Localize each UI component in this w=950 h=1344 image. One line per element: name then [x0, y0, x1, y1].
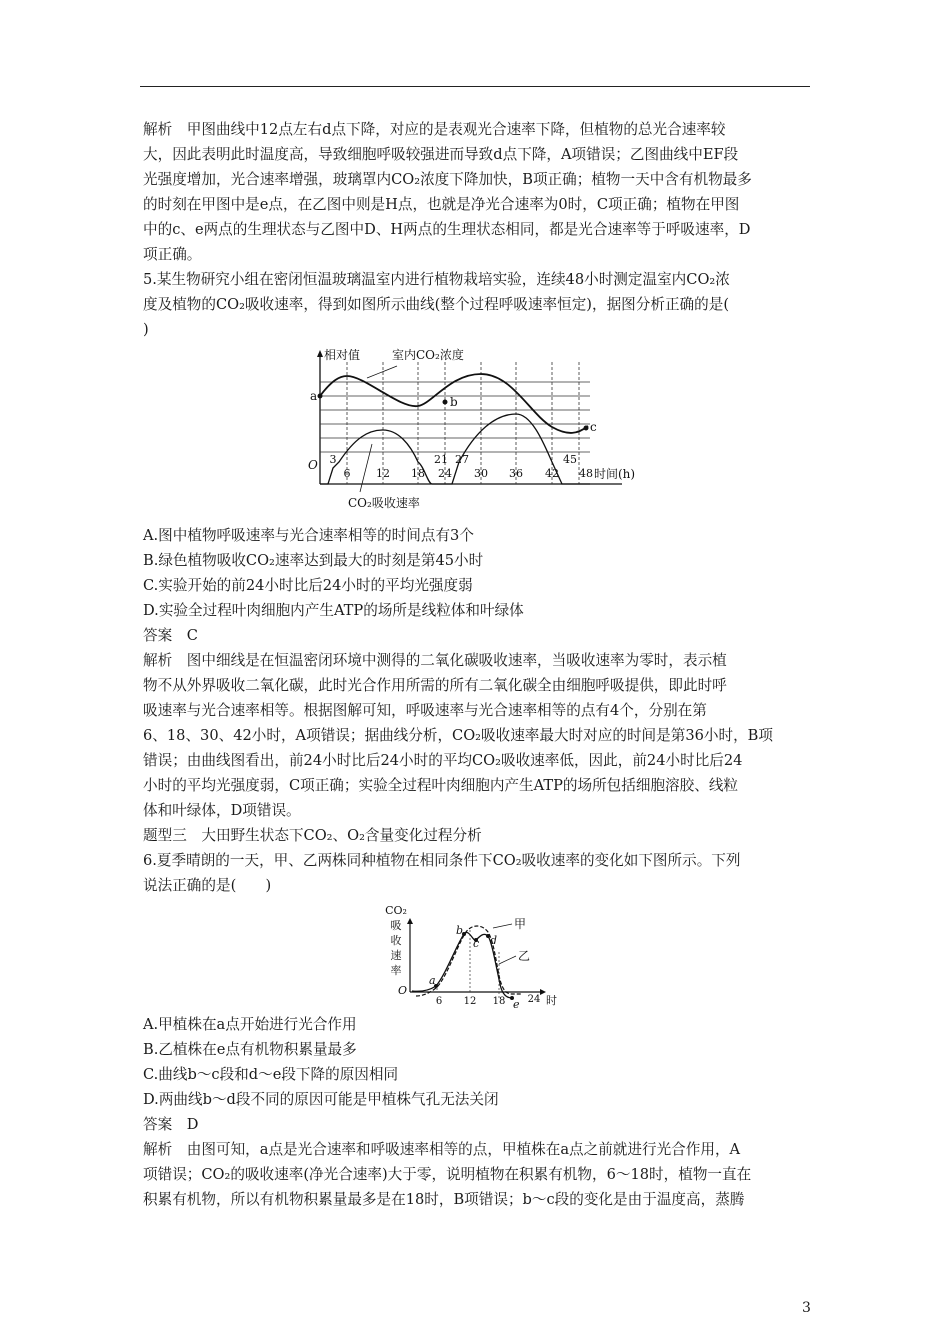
- point-b-marker: [443, 400, 448, 405]
- text-line: 大，因此表明此时温度高，导致细胞呼吸较强进而导致d点下降，A项错误；乙图曲线中EF段: [143, 146, 739, 163]
- answer: 答案 D: [143, 1116, 199, 1133]
- tick-label: 12: [376, 467, 390, 480]
- tick-label: 24: [527, 994, 541, 1005]
- option-d: D.两曲线b～d段不同的原因可能是甲植株气孔无法关闭: [143, 1091, 499, 1108]
- text-line: 6、18、30、42小时，A项错误；据曲线分析，CO₂吸收速率最大时对应的时间是第36小时，B项: [143, 727, 773, 744]
- y-label-line: 吸: [390, 919, 402, 932]
- label-jia: 甲: [514, 917, 527, 931]
- point-b-label: b: [456, 924, 464, 937]
- text-line: 的时刻在甲图中是e点，在乙图中则是H点，也就是净光合速率为0时，C项正确；植物在甲图: [143, 196, 740, 213]
- option-a: A.甲植株在a点开始进行光合作用: [143, 1016, 357, 1033]
- y-axis-label: 相对值: [324, 348, 361, 362]
- point-a-label: a: [310, 389, 318, 403]
- tick-label: 12: [463, 996, 477, 1007]
- text-line: 项正确。: [143, 246, 202, 263]
- answer: 答案 C: [143, 627, 198, 644]
- text-line: 项错误；CO₂的吸收速率(净光合速率)大于零，说明植物在积累有机物，6～18时，植物一直在: [143, 1166, 752, 1183]
- tick-label: 48: [579, 467, 593, 480]
- yi-leader: [499, 956, 516, 964]
- option-b: B.绿色植物吸收CO₂速率达到最大的时刻是第45小时: [143, 552, 484, 569]
- header-rule: [140, 86, 810, 87]
- option-c: C.曲线b～c段和d～e段下降的原因相同: [143, 1066, 399, 1083]
- tick-label: 18: [492, 996, 506, 1007]
- text-line: 解析 图中细线是在恒温密闭环境中测得的二氧化碳吸收速率，当吸收速率为零时，表示植: [143, 652, 727, 669]
- y-label-line: 速: [390, 949, 402, 962]
- y-axis-arrow: [317, 350, 323, 357]
- option-a: A.图中植物呼吸速率与光合速率相等的时间点有3个: [143, 527, 474, 544]
- point-a-label: a: [429, 974, 436, 987]
- tick-label: 30: [474, 467, 488, 480]
- text-line: 小时的平均光强度弱，C项正确；实验全过程叶肉细胞内产生ATP的场所包括细胞溶胶、线粒: [143, 777, 739, 794]
- curve1-leader: [367, 366, 397, 378]
- point-c-label: c: [590, 420, 597, 434]
- curve1-label: 室内CO₂浓度: [392, 348, 464, 362]
- tick-label: 18: [411, 467, 425, 480]
- y-label-line: 率: [390, 964, 402, 977]
- tick-label: 42: [545, 467, 559, 480]
- question-stem: 5.某生物研究小组在密闭恒温玻璃温室内进行植物栽培实验，连续48小时测定温室内CO₂浓: [143, 271, 730, 288]
- tick-label: 24: [438, 467, 452, 480]
- ticks: [436, 994, 541, 1007]
- text-line: 解析 由图可知，a点是光合速率和呼吸速率相等的点，甲植株在a点之前就进行光合作用，A: [143, 1141, 741, 1158]
- jia-leader: [493, 924, 512, 928]
- option-b: B.乙植株在e点有机物积累量最多: [143, 1041, 357, 1058]
- question-stem: 度及植物的CO₂吸收速率，得到如图所示曲线(整个过程呼吸速率恒定)，据图分析正确的是(: [143, 296, 730, 313]
- text-line: 体和叶绿体，D项错误。: [143, 802, 301, 819]
- curve2-leader: [360, 444, 372, 492]
- point-e-label: e: [513, 998, 520, 1010]
- text-line: 中的c、e两点的生理状态与乙图中D、H两点的生理状态相同，都是光合速率等于呼吸速率，D: [143, 221, 751, 238]
- y-label-line: 收: [390, 934, 402, 947]
- label-yi: 乙: [518, 949, 531, 963]
- origin-label: O: [308, 458, 318, 472]
- question-stem: 说法正确的是( ): [143, 877, 272, 894]
- option-d: D.实验全过程叶肉细胞内产生ATP的场所是线粒体和叶绿体: [143, 602, 524, 619]
- x-axis-label: 时: [546, 994, 557, 1007]
- tick-label: 45: [563, 453, 577, 466]
- tick-label: 21: [434, 453, 448, 466]
- text-line: 错误；由曲线图看出，前24小时比后24小时的平均CO₂吸收速率低，因此，前24小时比后24: [143, 752, 743, 769]
- curve2-label: CO₂吸收速率: [348, 496, 420, 510]
- section-heading: 题型三 大田野生状态下CO₂、O₂含量变化过程分析: [143, 827, 482, 844]
- y-axis-arrow: [407, 918, 413, 924]
- point-c-label: c: [473, 937, 480, 950]
- text-line: 积累有机物，所以有机物积累量最多是在18时，B项错误；b～c段的变化是由于温度高，蒸腾: [143, 1191, 745, 1208]
- origin-label: O: [398, 984, 408, 997]
- y-axis-label: [385, 904, 407, 977]
- text-line: 解析 甲图曲线中12点左右d点下降，对应的是表观光合速率下降，但植物的总光合速率较: [143, 121, 726, 138]
- grid-horizontal: [320, 382, 590, 452]
- option-c: C.实验开始的前24小时比后24小时的平均光强度弱: [143, 577, 473, 594]
- tick-label: 36: [509, 467, 523, 480]
- page-number: 3: [802, 1300, 811, 1316]
- point-c-marker: [584, 426, 589, 431]
- tick-label: 3: [329, 453, 337, 466]
- point-a-marker: [318, 394, 323, 399]
- question-stem: 6.夏季晴朗的一天，甲、乙两株同种植物在相同条件下CO₂吸收速率的变化如下图所示。下列: [143, 852, 741, 869]
- text-line: 物不从外界吸收二氧化碳，此时光合作用所需的所有二氧化碳全由细胞呼吸提供，即此时呼: [143, 677, 727, 694]
- x-axis-label: 时间(h): [594, 467, 636, 481]
- y-label-line: CO₂: [385, 904, 407, 917]
- figure-q6: [372, 902, 562, 1010]
- point-d-label: d: [490, 934, 498, 947]
- ticks-bottom: [344, 467, 594, 480]
- point-b-label: b: [450, 395, 458, 409]
- figure-q5: [300, 344, 680, 520]
- text-line: 光强度增加，光合速率增强，玻璃罩内CO₂浓度下降加快，B项正确；植物一天中含有机物最多: [143, 171, 752, 188]
- tick-label: 27: [455, 453, 469, 466]
- tick-label: 6: [435, 996, 443, 1007]
- tick-label: 6: [343, 467, 351, 480]
- question-stem: ): [143, 321, 149, 338]
- text-line: 吸速率与光合速率相等。根据图解可知，呼吸速率与光合速率相等的点有4个，分别在第: [143, 702, 707, 719]
